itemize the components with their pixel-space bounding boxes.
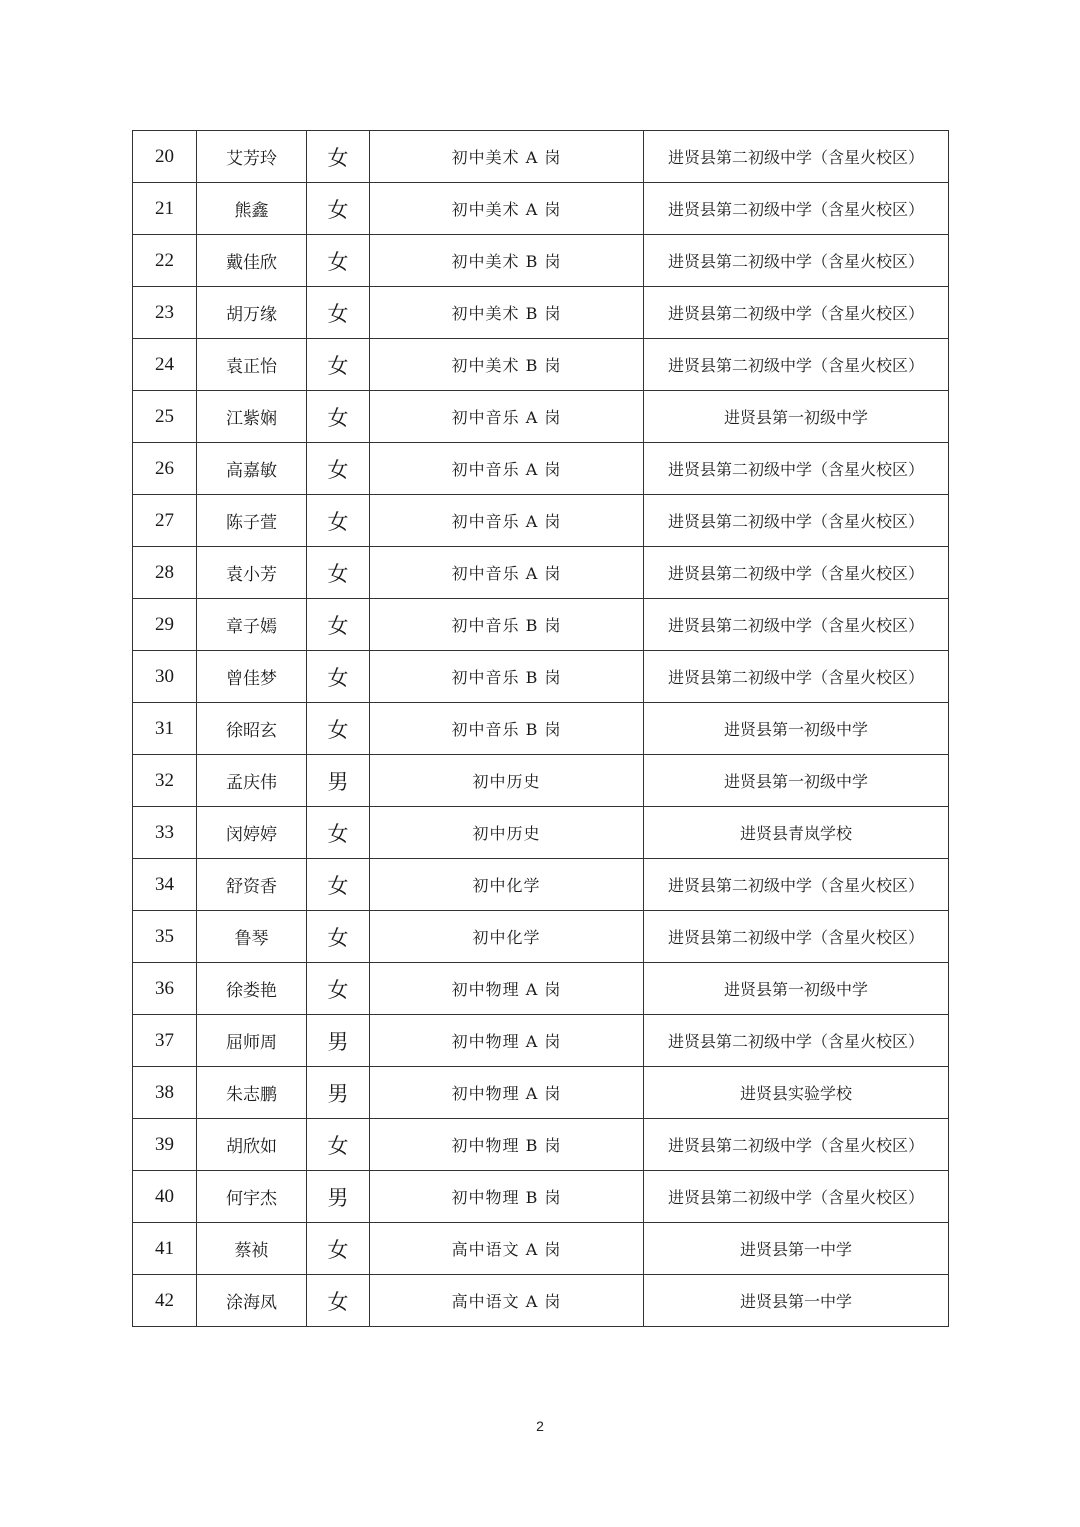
cell-number: 36 xyxy=(133,963,197,1015)
cell-post: 初中音乐 A 岗 xyxy=(370,443,644,495)
cell-gender: 女 xyxy=(307,287,370,339)
cell-post: 初中美术 A 岗 xyxy=(370,131,644,183)
table-row xyxy=(133,1015,949,1067)
cell-post: 初中音乐 A 岗 xyxy=(370,391,644,443)
cell-gender: 男 xyxy=(307,1067,370,1119)
cell-post: 初中音乐 B 岗 xyxy=(370,703,644,755)
cell-gender: 女 xyxy=(307,235,370,287)
cell-post: 初中美术 A 岗 xyxy=(370,183,644,235)
cell-school: 进贤县第一初级中学 xyxy=(644,703,949,755)
cell-name: 戴佳欣 xyxy=(197,235,307,287)
cell-post: 初中美术 B 岗 xyxy=(370,287,644,339)
cell-post: 初中化学 xyxy=(370,859,644,911)
cell-name: 高嘉敏 xyxy=(197,443,307,495)
cell-name: 章子嫣 xyxy=(197,599,307,651)
cell-gender: 女 xyxy=(307,131,370,183)
table-row xyxy=(133,183,949,235)
cell-gender: 女 xyxy=(307,651,370,703)
cell-gender: 男 xyxy=(307,755,370,807)
cell-gender: 女 xyxy=(307,703,370,755)
cell-school: 进贤县第二初级中学（含星火校区） xyxy=(644,651,949,703)
table-row xyxy=(133,807,949,859)
cell-number: 35 xyxy=(133,911,197,963)
cell-post: 初中物理 B 岗 xyxy=(370,1119,644,1171)
cell-post: 初中音乐 B 岗 xyxy=(370,599,644,651)
cell-number: 22 xyxy=(133,235,197,287)
cell-name: 朱志鹏 xyxy=(197,1067,307,1119)
cell-number: 24 xyxy=(133,339,197,391)
cell-post: 初中音乐 A 岗 xyxy=(370,495,644,547)
cell-school: 进贤县第二初级中学（含星火校区） xyxy=(644,1015,949,1067)
cell-number: 29 xyxy=(133,599,197,651)
cell-gender: 女 xyxy=(307,1275,370,1327)
cell-number: 33 xyxy=(133,807,197,859)
cell-school: 进贤县第一中学 xyxy=(644,1275,949,1327)
cell-name: 闵婷婷 xyxy=(197,807,307,859)
cell-name: 熊鑫 xyxy=(197,183,307,235)
cell-number: 31 xyxy=(133,703,197,755)
cell-number: 26 xyxy=(133,443,197,495)
cell-name: 袁小芳 xyxy=(197,547,307,599)
page-number: 2 xyxy=(536,1418,544,1434)
cell-number: 41 xyxy=(133,1223,197,1275)
cell-name: 曾佳梦 xyxy=(197,651,307,703)
cell-gender: 女 xyxy=(307,547,370,599)
cell-school: 进贤县第一初级中学 xyxy=(644,755,949,807)
cell-gender: 女 xyxy=(307,391,370,443)
cell-name: 鲁琴 xyxy=(197,911,307,963)
cell-post: 初中化学 xyxy=(370,911,644,963)
cell-name: 艾芳玲 xyxy=(197,131,307,183)
cell-post: 初中音乐 B 岗 xyxy=(370,651,644,703)
cell-number: 30 xyxy=(133,651,197,703)
cell-number: 27 xyxy=(133,495,197,547)
table-row xyxy=(133,235,949,287)
cell-school: 进贤县第一初级中学 xyxy=(644,391,949,443)
cell-gender: 女 xyxy=(307,911,370,963)
cell-number: 21 xyxy=(133,183,197,235)
cell-school: 进贤县第一中学 xyxy=(644,1223,949,1275)
cell-number: 25 xyxy=(133,391,197,443)
cell-post: 高中语文 A 岗 xyxy=(370,1223,644,1275)
cell-post: 初中历史 xyxy=(370,755,644,807)
cell-post: 初中物理 A 岗 xyxy=(370,963,644,1015)
table-row xyxy=(133,287,949,339)
table-row xyxy=(133,963,949,1015)
cell-post: 初中物理 A 岗 xyxy=(370,1067,644,1119)
cell-school: 进贤县青岚学校 xyxy=(644,807,949,859)
cell-number: 37 xyxy=(133,1015,197,1067)
table-row xyxy=(133,1067,949,1119)
cell-name: 涂海凤 xyxy=(197,1275,307,1327)
cell-school: 进贤县第二初级中学（含星火校区） xyxy=(644,443,949,495)
cell-gender: 女 xyxy=(307,807,370,859)
cell-gender: 女 xyxy=(307,339,370,391)
cell-number: 40 xyxy=(133,1171,197,1223)
table-row xyxy=(133,339,949,391)
cell-school: 进贤县第一初级中学 xyxy=(644,963,949,1015)
table-row xyxy=(133,1223,949,1275)
cell-gender: 女 xyxy=(307,183,370,235)
cell-gender: 女 xyxy=(307,859,370,911)
cell-post: 初中历史 xyxy=(370,807,644,859)
cell-school: 进贤县第二初级中学（含星火校区） xyxy=(644,183,949,235)
cell-school: 进贤县第二初级中学（含星火校区） xyxy=(644,131,949,183)
cell-school: 进贤县第二初级中学（含星火校区） xyxy=(644,495,949,547)
cell-post: 初中美术 B 岗 xyxy=(370,235,644,287)
cell-school: 进贤县第二初级中学（含星火校区） xyxy=(644,235,949,287)
cell-name: 蔡祯 xyxy=(197,1223,307,1275)
cell-name: 孟庆伟 xyxy=(197,755,307,807)
table-row xyxy=(133,651,949,703)
cell-number: 32 xyxy=(133,755,197,807)
table-row xyxy=(133,131,949,183)
table-row xyxy=(133,443,949,495)
cell-post: 初中物理 A 岗 xyxy=(370,1015,644,1067)
table-row xyxy=(133,547,949,599)
cell-post: 高中语文 A 岗 xyxy=(370,1275,644,1327)
cell-gender: 女 xyxy=(307,495,370,547)
cell-gender: 女 xyxy=(307,1119,370,1171)
cell-school: 进贤县实验学校 xyxy=(644,1067,949,1119)
table-row xyxy=(133,703,949,755)
cell-school: 进贤县第二初级中学（含星火校区） xyxy=(644,339,949,391)
cell-name: 屈师周 xyxy=(197,1015,307,1067)
cell-post: 初中美术 B 岗 xyxy=(370,339,644,391)
cell-name: 袁正怡 xyxy=(197,339,307,391)
cell-name: 舒资香 xyxy=(197,859,307,911)
cell-post: 初中物理 B 岗 xyxy=(370,1171,644,1223)
cell-name: 陈子萱 xyxy=(197,495,307,547)
cell-name: 何宇杰 xyxy=(197,1171,307,1223)
cell-number: 42 xyxy=(133,1275,197,1327)
table-row xyxy=(133,755,949,807)
cell-school: 进贤县第二初级中学（含星火校区） xyxy=(644,911,949,963)
table-row xyxy=(133,859,949,911)
cell-school: 进贤县第二初级中学（含星火校区） xyxy=(644,599,949,651)
cell-school: 进贤县第二初级中学（含星火校区） xyxy=(644,1119,949,1171)
cell-name: 江紫娴 xyxy=(197,391,307,443)
cell-number: 38 xyxy=(133,1067,197,1119)
table-row xyxy=(133,599,949,651)
table-row xyxy=(133,1119,949,1171)
cell-gender: 女 xyxy=(307,963,370,1015)
cell-gender: 男 xyxy=(307,1015,370,1067)
table-row xyxy=(133,495,949,547)
cell-gender: 男 xyxy=(307,1171,370,1223)
roster-body xyxy=(133,131,949,1327)
cell-gender: 女 xyxy=(307,599,370,651)
table-row xyxy=(133,911,949,963)
cell-school: 进贤县第二初级中学（含星火校区） xyxy=(644,287,949,339)
cell-school: 进贤县第二初级中学（含星火校区） xyxy=(644,1171,949,1223)
cell-number: 39 xyxy=(133,1119,197,1171)
cell-gender: 女 xyxy=(307,443,370,495)
cell-school: 进贤县第二初级中学（含星火校区） xyxy=(644,547,949,599)
cell-post: 初中音乐 A 岗 xyxy=(370,547,644,599)
cell-number: 28 xyxy=(133,547,197,599)
cell-name: 胡欣如 xyxy=(197,1119,307,1171)
table-row xyxy=(133,1171,949,1223)
cell-name: 徐娄艳 xyxy=(197,963,307,1015)
cell-number: 23 xyxy=(133,287,197,339)
cell-gender: 女 xyxy=(307,1223,370,1275)
cell-name: 胡万缘 xyxy=(197,287,307,339)
table-row xyxy=(133,1275,949,1327)
cell-number: 34 xyxy=(133,859,197,911)
cell-school: 进贤县第二初级中学（含星火校区） xyxy=(644,859,949,911)
recruitment-roster-table xyxy=(132,130,949,1327)
cell-number: 20 xyxy=(133,131,197,183)
cell-name: 徐昭玄 xyxy=(197,703,307,755)
table-row xyxy=(133,391,949,443)
